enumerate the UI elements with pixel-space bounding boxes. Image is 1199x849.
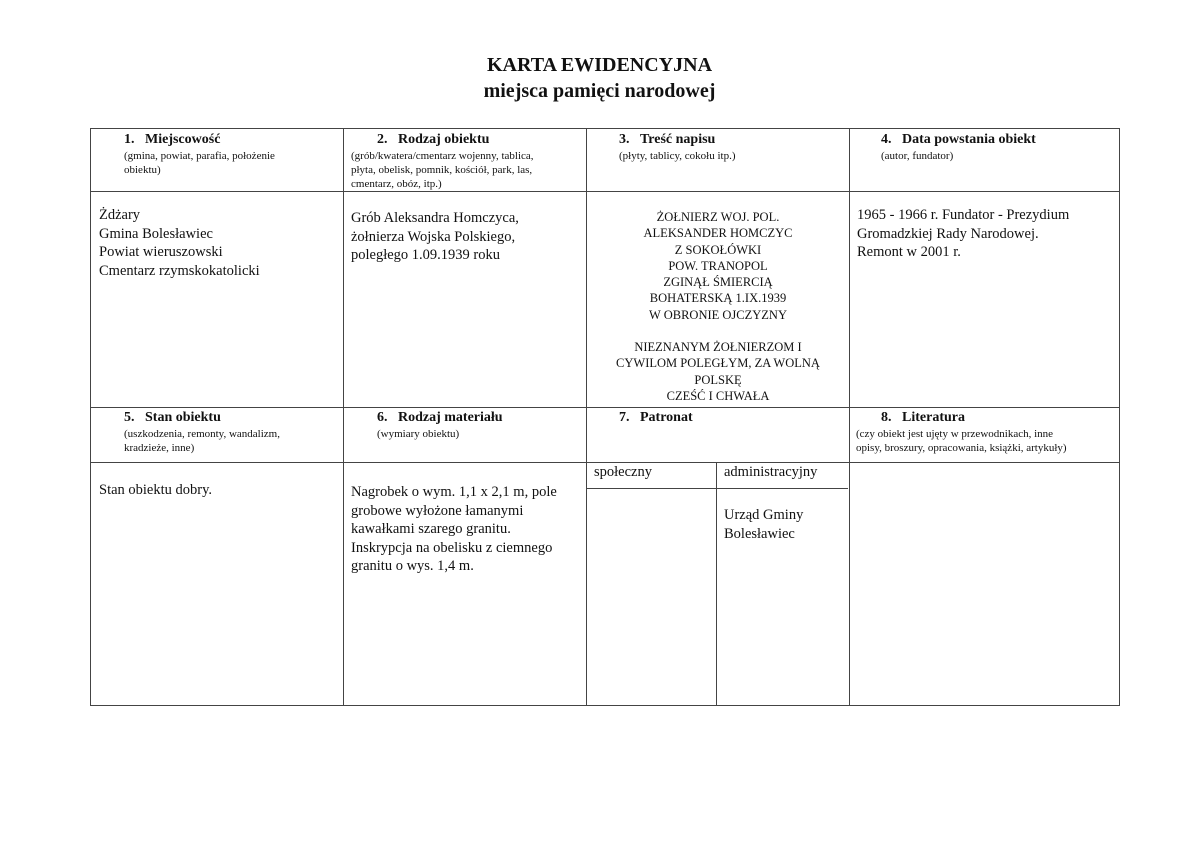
header-tresc-napisu [619,132,844,163]
document-title: KARTA EWIDENCYJNA [486,54,713,76]
inscription-line: CYWILOM POLEGŁYM, ZA WOLNĄ [616,356,820,371]
header-rodzaj-obiektu [351,132,583,191]
header-heading: Patronat [640,410,693,425]
header-hint: płyta, obelisk, pomnik, kościół, park, las, [351,164,533,176]
patronat-administracyjny-label: administracyjny [724,464,818,480]
document-subtitle: miejsca pamięci narodowej [483,80,716,102]
header-heading: Data powstania obiekt [902,132,1036,147]
header-data-powstania [881,132,1116,163]
header-heading: Treść napisu [640,132,716,147]
value-patronat-administracyjny [724,506,846,543]
text-line: Bolesławiec [724,525,795,542]
text-line: grobowe wyłożone łamanymi [351,502,524,519]
header-stan-obiektu [124,410,339,455]
header-heading: Literatura [902,410,965,425]
value-stan-obiektu [99,481,339,500]
header-number: 4. [881,132,892,147]
text-line: Żdżary [99,207,141,223]
inscription-line: POW. TRANOPOL [668,258,768,273]
header-heading: Miejscowość [145,132,221,147]
record-table [90,128,1120,706]
header-number: 2. [377,132,388,147]
column-divider [343,129,344,705]
value-miejscowosc [99,206,339,280]
patronat-column-divider [716,462,717,705]
patronat-divider [586,488,848,489]
text-line: 1965 - 1966 r. Fundator - Prezydium [857,207,1070,223]
inscription-line: CZEŚĆ I CHWAŁA [666,388,770,403]
header-number: 6. [377,410,388,425]
row-divider [91,407,1119,408]
header-hint: (autor, fundator) [881,150,954,162]
value-tresc-napisu [587,209,849,404]
text-line: Remont w 2001 r. [857,244,961,260]
text-line: Gromadzkiej Rady Narodowej. [857,225,1039,242]
header-hint: opisy, broszury, opracowania, książki, artykuły) [856,442,1067,454]
header-number: 1. [124,132,135,147]
text-line: poległego 1.09.1939 roku [351,247,501,263]
text-line: kawałkami szarego granitu. [351,521,511,537]
text-line: Nagrobek o wym. 1,1 x 2,1 m, pole [351,484,557,500]
inscription-line: NIEZNANYM ŻOŁNIERZOM I [634,340,802,355]
value-data-powstania [857,206,1119,262]
patronat-spoleczny-label: społeczny [594,464,652,480]
header-hint: (płyty, tablicy, cokołu itp.) [619,150,736,162]
header-patronat [619,410,844,426]
header-rodzaj-materialu [377,410,583,441]
inscription-line: W OBRONIE OJCZYZNY [649,307,787,322]
value-rodzaj-obiektu [351,209,583,265]
text-line: Gmina Bolesławiec [99,225,213,242]
header-hint: obiektu) [124,164,161,176]
header-hint: (wymiary obiektu) [377,428,460,440]
inscription-line: ZGINĄŁ ŚMIERCIĄ [663,275,773,290]
header-hint: (uszkodzenia, remonty, wandalizm, [124,428,280,440]
text-line: Inskrypcja na obelisku z ciemnego [351,539,553,556]
header-heading: Stan obiektu [145,410,221,425]
row-divider [91,191,1119,192]
header-hint: (grób/kwatera/cmentarz wojenny, tablica, [351,150,534,162]
header-literatura [856,410,1118,455]
header-heading: Rodzaj obiektu [398,132,490,147]
text-line: Powiat wieruszowski [99,244,223,260]
text-line: Cmentarz rzymskokatolicki [99,262,260,279]
header-heading: Rodzaj materiału [398,410,503,425]
header-miejscowosc [124,132,339,177]
inscription-line: ALEKSANDER HOMCZYC [643,226,793,241]
text-line: żołnierza Wojska Polskiego, [351,228,516,245]
inscription-gap [587,323,849,339]
text-line: Grób Aleksandra Homczyca, [351,210,519,226]
value-literatura [850,463,1120,707]
text-line: Stan obiektu dobry. [99,482,213,498]
header-number: 3. [619,132,630,147]
inscription-line: ŻOŁNIERZ WOJ. POL. [656,210,780,224]
text-line: granitu o wys. 1,4 m. [351,558,474,574]
inscription-line: Z SOKOŁÓWKI [674,242,762,257]
header-hint: kradzieże, inne) [124,442,195,454]
value-rodzaj-materialu [351,483,583,576]
text-line: Urząd Gminy [724,507,804,523]
header-number: 7. [619,410,630,425]
inscription-line: BOHATERSKĄ 1.IX.1939 [649,291,787,306]
header-hint: (gmina, powiat, parafia, położenie [124,150,275,162]
header-hint: (czy obiekt jest ujęty w przewodnikach, inne [856,428,1054,440]
header-number: 5. [124,410,135,425]
header-number: 8. [881,410,892,425]
inscription-line: POLSKĘ [694,372,742,387]
header-hint: cmentarz, obóz, itp.) [351,178,442,190]
